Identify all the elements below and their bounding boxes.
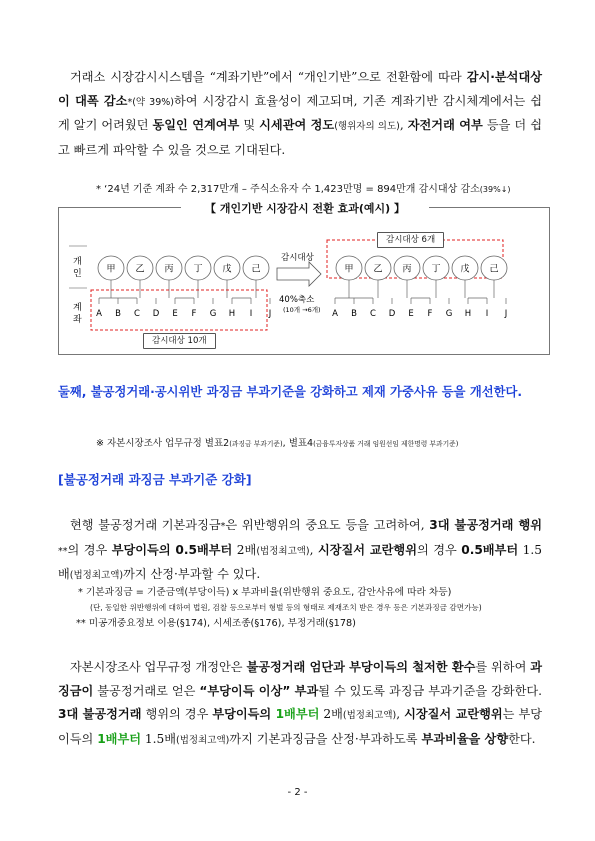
right-person-label: 己 <box>489 264 499 275</box>
right-account-label: D <box>388 309 396 319</box>
left-person-label: 丁 <box>193 264 203 275</box>
diagram-graphic <box>59 208 551 356</box>
row-label-person: 개 인 <box>73 257 82 279</box>
left-account-group <box>96 309 271 319</box>
right-person-label: 甲 <box>344 264 354 275</box>
intro-paragraph: 거래소 시장감시시스템을 “계좌기반”에서 “개인기반”으로 전환함에 따라 감시·분석대상이 대폭 감소*(약 39%)하여 시장감시 효율성이 제고되며, 기존 계좌기반 감시체계에서는 쉽게 알기 어려웠던 동일인 연계여부 및 시세관여 정도(행위자의 의도), 자전거래 여부 등을 더 쉽고 빠르게 파악할 수 있을 것으로 기대된다. <box>58 70 543 157</box>
left-person-label: 丙 <box>164 264 174 275</box>
reduce-label: 40%축소 <box>279 295 315 305</box>
left-account-label: F <box>191 309 197 319</box>
reduce-sub-label: (10개 →6개) <box>283 306 321 314</box>
left-person-label: 戊 <box>222 264 232 275</box>
second-point: 둘째, 불공정거래·공시위반 과징금 부과기준을 강화하고 제재 가중사유 등을 개선한다. <box>58 385 523 399</box>
left-account-label: D <box>152 309 160 319</box>
footnote-basic-penalty: * 기본과징금 = 기준금액(부당이득) x 부과비율(위반행위 중요도, 감안사유에 따라 차등) <box>78 587 452 598</box>
right-person-label: 丁 <box>431 264 441 275</box>
right-account-label: F <box>427 309 433 319</box>
right-account-group <box>332 309 507 319</box>
amendment-paragraph: 자본시장조사 업무규정 개정안은 불공정거래 엄단과 부당이득의 철저한 환수를 위하여 과징금이 불공정거래로 얻은 “부당이득 이상” 부과될 수 있도록 과징금 부과기준을 강화한다. 3대 불공정거래 행위의 경우 부당이득의 1배부터 2배(법정최고액), 시장질서 교란행위는 부당이득의 1배부터 1.5배(법정최고액)까지 기본과징금을 산정·부과하도록 부과비율을 상향한다. <box>58 660 543 746</box>
page-number: - 2 - <box>287 787 308 798</box>
arrow-label: 감시대상 <box>281 253 314 263</box>
right-person-label: 乙 <box>373 264 383 275</box>
right-account-label: I <box>485 309 489 319</box>
right-account-label: E <box>408 309 414 319</box>
left-account-label: I <box>249 309 253 319</box>
transition-arrow <box>277 262 321 286</box>
current-penalty-paragraph: 현행 불공정거래 기본과징금*은 위반행위의 중요도 등을 고려하여, 3대 불공정거래 행위**의 경우 부당이득의 0.5배부터 2배(법정최고액), 시장질서 교란행위의 경우 0.5배부터 1.5배(법정최고액)까지 산정·부과할 수 있다. <box>58 518 543 581</box>
left-person-label: 乙 <box>135 264 145 275</box>
right-account-label: J <box>504 309 508 319</box>
right-account-label: H <box>464 309 472 319</box>
left-account-label: E <box>172 309 178 319</box>
right-person-label: 丙 <box>402 264 412 275</box>
reference-note: ※ 자본시장조사 업무규정 별표2(과징금 부과기준), 별표4(금융투자상품 거래 임원선임 제한명령 부과기준) <box>96 438 459 449</box>
left-account-label: H <box>228 309 236 319</box>
right-account-label: C <box>370 309 376 319</box>
left-person-label: 己 <box>251 264 261 275</box>
left-account-label: B <box>115 309 121 319</box>
left-account-label: C <box>134 309 140 319</box>
left-account-label: J <box>268 309 272 319</box>
tag-right-count: 감시대상 6개 <box>377 232 444 248</box>
right-person-group <box>335 256 507 304</box>
left-person-group <box>98 256 270 304</box>
left-person-label: 甲 <box>106 264 116 275</box>
left-account-label: A <box>96 309 102 319</box>
row-label-account: 계 좌 <box>73 303 82 325</box>
right-account-label: B <box>351 309 357 319</box>
tag-left-count: 감시대상 10개 <box>143 333 216 349</box>
right-account-label: A <box>332 309 338 319</box>
left-account-label: G <box>209 309 217 319</box>
footnote-exemption: (단, 동일한 위반행위에 대하여 법원, 검찰 등으로부터 형벌 등의 형태로 제재조치 받은 경우 등은 기본과징금 감면가능) <box>90 603 482 612</box>
footnote-accounts: * ‘24년 기준 계좌 수 2,317만개 – 주식소유자 수 1,423만명 = 894만개 감시대상 감소(39%↓) <box>96 184 511 195</box>
diagram-title: 【 개인기반 시장감시 전환 효과(예시) 】 <box>181 200 429 218</box>
transition-effect-diagram <box>58 202 550 355</box>
emph-reduction: 감시·분석대상이 대폭 감소 <box>58 70 542 108</box>
right-account-label: G <box>445 309 453 319</box>
right-person-label: 戊 <box>460 264 470 275</box>
footnote-three-offenses: ** 미공개중요정보 이용(§174), 시세조종(§176), 부정거래(§178) <box>76 618 356 629</box>
section-heading: [불공정거래 과징금 부과기준 강화] <box>58 472 252 487</box>
